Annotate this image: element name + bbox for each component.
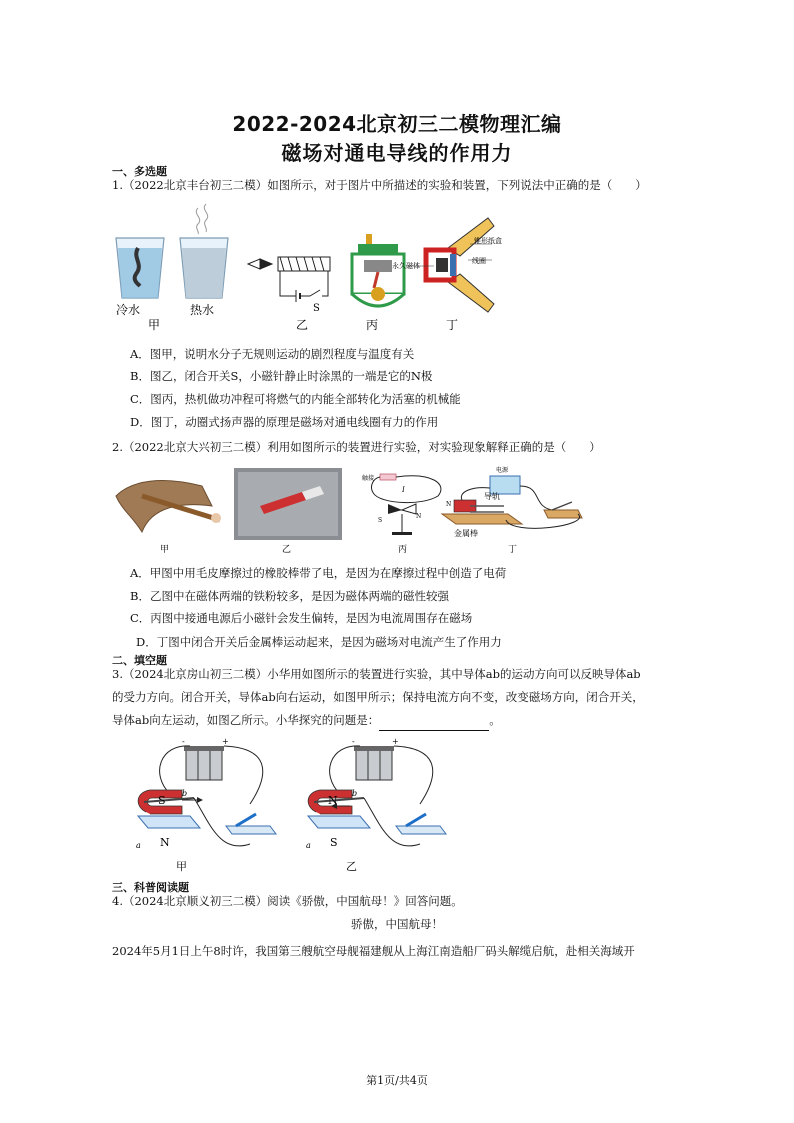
label-rod: 金属棒 [454, 529, 478, 538]
label-a-jia: a [136, 841, 141, 850]
magnet-iron-filings [234, 468, 342, 540]
label-b-jia: b [182, 789, 188, 798]
label-cone: 锥形纸盒 [474, 237, 502, 245]
label-plus-yi: + [392, 737, 399, 746]
section-heading-multiple-choice: 一、多选题 [112, 165, 167, 178]
question-2-option-a: A．甲图中用毛皮摩擦过的橡胶棒带了电，是因为在摩擦过程中创造了电荷 [130, 566, 507, 580]
compass-needle [248, 259, 272, 269]
label-n-bottom-jia: N [160, 836, 170, 849]
cold-water-cup [116, 238, 164, 298]
question-2-stem: 2.（2022北京大兴初三二模）利用如图所示的装置进行实验，对实验现象解释正确的是（ ） [112, 440, 601, 454]
label-minus-yi: - [352, 737, 355, 746]
hot-water-cup [180, 204, 228, 298]
label-coil: 线圈 [472, 257, 486, 265]
label-n-2: N [416, 513, 422, 520]
label-yi-3: 乙 [346, 860, 357, 873]
label-current-i: I [402, 486, 405, 494]
label-ding-2: 丁 [508, 545, 518, 555]
label-bing: 丙 [366, 318, 379, 332]
label-jia-3: 甲 [176, 860, 187, 873]
label-touch: 触接 [362, 475, 375, 482]
question-1-figure [108, 200, 502, 335]
question-3-line-3 [112, 709, 692, 731]
page-title: 2022-2024北京初三二模物理汇编 [232, 112, 562, 136]
label-switch-s: S [313, 303, 320, 314]
label-rail: 导轨 [484, 492, 500, 501]
battery-pack [354, 746, 394, 780]
question-1-option-c: C．图丙，热机做功冲程可将燃气的内能全部转化为活塞的机械能 [130, 392, 461, 406]
page-subtitle: 磁场对通电导线的作用力 [281, 141, 513, 165]
label-cold-water: 冷水 [116, 303, 141, 317]
rail-rod-setup [442, 476, 582, 528]
engine-cylinder [352, 234, 404, 306]
article-title: 骄傲，中国航母！ [351, 917, 443, 931]
question-1-option-a: A．图甲，说明水分子无规则运动的剧烈程度与温度有关 [130, 347, 415, 361]
section-heading-science-reading: 三、科普阅读题 [112, 881, 189, 894]
label-minus-jia: - [182, 737, 185, 746]
label-jia-2: 甲 [160, 545, 170, 555]
question-3-figure [130, 734, 450, 874]
question-1-stem: 1.（2022北京丰台初三二模）如图所示，对于图片中所描述的实验和装置，下列说法中正确的是（ ） [112, 178, 647, 192]
label-yi-2: 乙 [282, 545, 292, 555]
label-bing-2: 丙 [398, 545, 408, 555]
question-2-option-c: C．丙图中接通电源后小磁针会发生偏转，是因为电流周围存在磁场 [130, 611, 473, 625]
label-hot-water: 热水 [190, 303, 215, 317]
solenoid-circuit [278, 257, 330, 302]
label-ding: 丁 [446, 318, 459, 332]
loudspeaker [408, 218, 494, 312]
label-power: 电源 [496, 467, 509, 474]
section-heading-fill-in: 二、填空题 [112, 654, 167, 667]
question-1-option-b: B．图乙，闭合开关S，小磁针静止时涂黑的一端是它的N极 [130, 369, 433, 383]
question-3-line-1: 3.（2024北京房山初三二模）小华用如图所示的装置进行实验，其中导体ab的运动方向可以反映导体ab [112, 667, 641, 681]
label-s-bottom-yi: S [330, 836, 338, 849]
fur-and-rod [116, 481, 221, 532]
question-2-option-b: B．乙图中在磁体两端的铁粉较多，是因为磁体两端的磁性较强 [130, 589, 449, 603]
battery-pack [184, 746, 224, 780]
label-a-yi: a [306, 841, 311, 850]
label-n-top-yi: N [328, 794, 338, 807]
label-s-2: S [378, 517, 383, 524]
label-s-top-jia: S [158, 794, 166, 807]
question-2-option-d: D．丁图中闭合开关后金属棒运动起来，是因为磁场对电流产生了作用力 [136, 635, 502, 649]
label-plus-jia: + [222, 737, 229, 746]
oersted-setup [372, 474, 441, 535]
label-jia: 甲 [148, 318, 161, 332]
label-permanent-magnet: 永久磁体 [392, 262, 420, 270]
question-4-stem: 4.（2024北京顺义初三二模）阅读《骄傲，中国航母！》回答问题。 [112, 894, 463, 908]
question-1-option-d: D．图丁，动圈式扬声器的原理是磁场对通电线圈有力的作用 [130, 415, 439, 429]
page-number: 第1页/共4页 [366, 1074, 428, 1087]
question-2-figure [112, 466, 602, 556]
question-3-line-3-end: 。 [489, 713, 501, 727]
question-3-line-2: 的受力方向。闭合开关，导体ab向右运动，如图甲所示；保持电流方向不变，改变磁场方向，闭合开关， [112, 690, 644, 704]
label-b-yi: b [352, 789, 358, 798]
label-n-3: N [446, 501, 452, 508]
answer-blank[interactable] [379, 718, 489, 731]
label-yi: 乙 [296, 318, 309, 332]
question-3-line-3-text: 导体ab向左运动，如图乙所示。小华探究的问题是： [112, 713, 380, 727]
article-first-line: 2024年5月1日上午8时许，我国第三艘航空母舰福建舰从上海江南造船厂码头解缆启航，赴相关海域开 [112, 944, 635, 958]
